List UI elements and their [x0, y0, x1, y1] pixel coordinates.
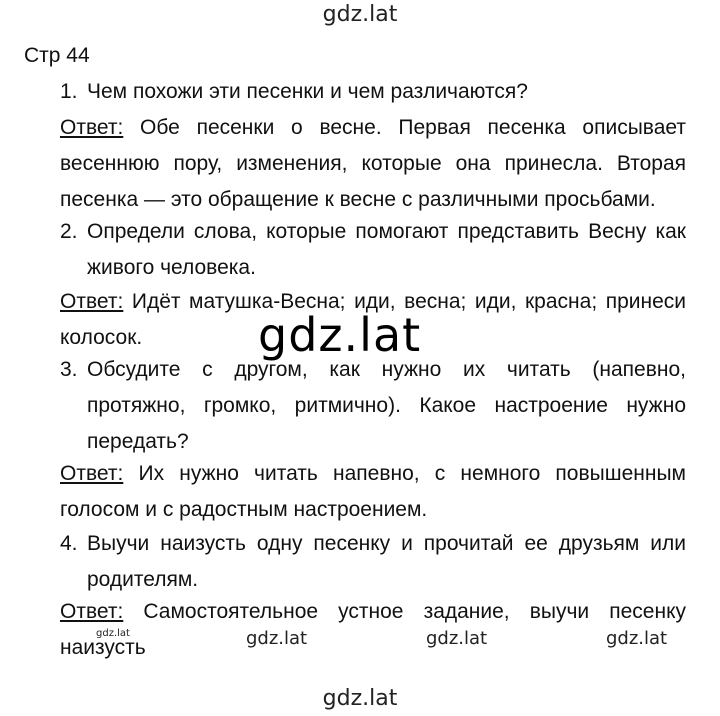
question-text: Выучи наизусть одну песенку и прочитай ее друзьям или: [87, 532, 686, 555]
question-4: [60, 526, 686, 598]
answer-line: Самостоятельное устное задание, выучи песенку: [143, 600, 686, 623]
question-number: 2.: [60, 220, 78, 243]
answer-line: Их нужно читать напевно, с немного повышенным: [138, 462, 686, 485]
answer-label: Ответ:: [60, 290, 124, 313]
question-text: протяжно, громко, ритмично). Какое настроение нужно: [87, 394, 686, 417]
watermark-row-3: gdz.lat: [606, 628, 668, 649]
answer-1: [60, 110, 686, 218]
watermark-top: gdz.lat: [322, 2, 398, 27]
answer-line: колосок.: [60, 326, 143, 349]
question-number: 4.: [60, 532, 78, 555]
watermark-bottom: gdz.lat: [322, 686, 398, 711]
question-number: 3.: [60, 358, 78, 381]
question-2: [60, 214, 686, 286]
question-text: передать?: [87, 430, 189, 453]
question-text: Определи слова, которые помогают представить Весну как: [87, 220, 686, 243]
answer-line: наизусть: [60, 636, 146, 659]
question-text: Чем похожи эти песенки и чем различаются?: [87, 80, 528, 103]
answer-line: голосом и с радостным настроением.: [60, 498, 428, 521]
page-label: Стр 44: [24, 44, 90, 67]
watermark-row-2: gdz.lat: [426, 628, 488, 649]
answer-label: Ответ:: [60, 116, 124, 139]
answer-line: Обе песенки о весне. Первая песенка описывает: [140, 116, 686, 139]
watermark-row-1: gdz.lat: [246, 628, 308, 649]
watermark-tiny: gdz.lat: [96, 628, 130, 639]
question-number: 1.: [60, 80, 78, 103]
answer-line: Идёт матушка-Весна; иди, весна; иди, красна; принеси: [131, 290, 686, 313]
question-text: Обсудите с другом, как нужно их читать (напевно,: [87, 358, 686, 381]
answer-label: Ответ:: [60, 462, 124, 485]
answer-line: весеннюю пору, изменения, которые она принесла. Вторая: [60, 152, 686, 175]
answer-line: песенка — это обращение к весне с различными просьбами.: [60, 188, 656, 211]
question-text: живого человека.: [87, 256, 256, 279]
answer-3: [60, 456, 686, 528]
question-3: [60, 352, 686, 460]
answer-label: Ответ:: [60, 600, 124, 623]
question-1: [60, 74, 686, 110]
question-text: родителям.: [87, 568, 199, 591]
watermark-center: gdz.lat: [258, 308, 422, 362]
answer-4: [60, 594, 686, 666]
